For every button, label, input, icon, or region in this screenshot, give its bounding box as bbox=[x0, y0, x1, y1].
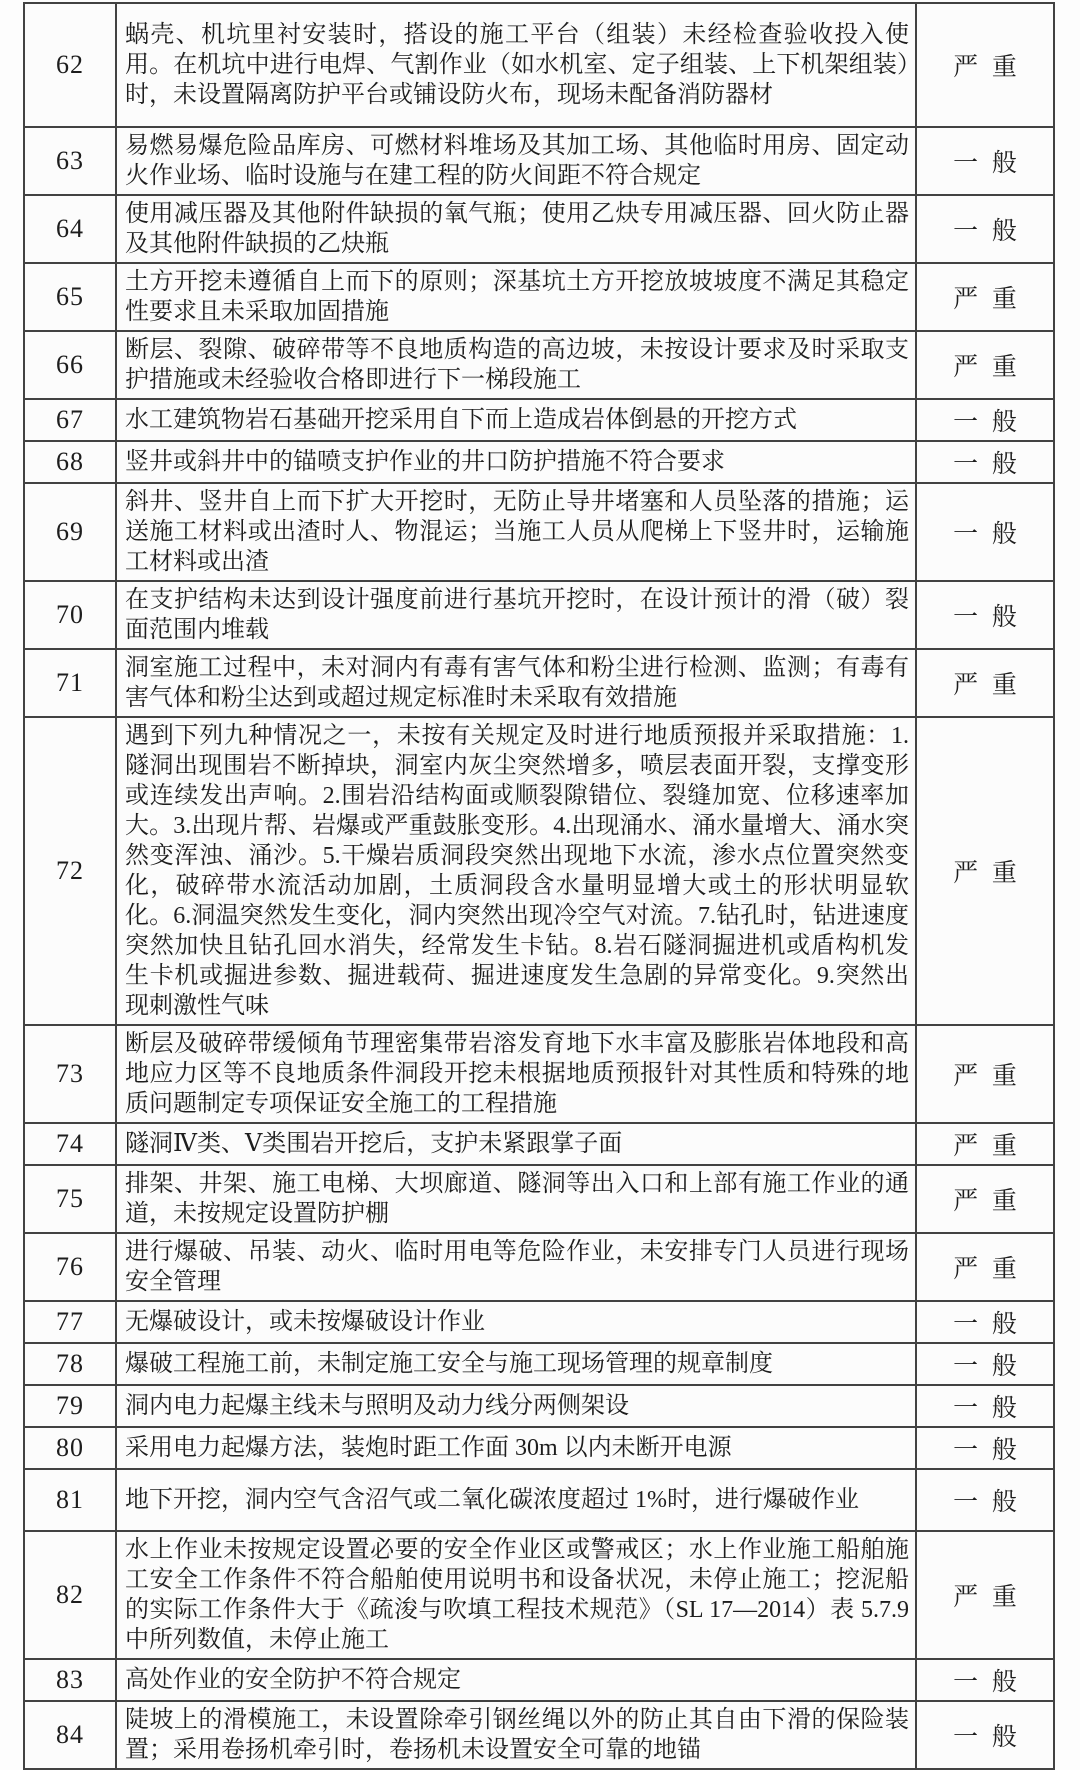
row-number-cell: 79 bbox=[24, 1385, 116, 1427]
severity-label: 严重 bbox=[953, 286, 1031, 313]
hazard-description-cell: 断层及破碎带缓倾角节理密集带岩溶发育地下水丰富及膨胀岩体地段和高地应力区等不良地质条件洞段开挖未根据地质预报针对其性质和特殊的地质问题制定专项保证安全施工的工程措施 bbox=[116, 1025, 916, 1123]
severity-cell bbox=[916, 1469, 1054, 1531]
severity-cell bbox=[916, 1659, 1054, 1701]
severity-label: 严重 bbox=[953, 860, 1031, 887]
hazard-description-cell: 土方开挖未遵循自上而下的原则；深基坑土方开挖放坡坡度不满足其稳定性要求且未采取加固措施 bbox=[116, 263, 916, 331]
table-row bbox=[24, 1701, 1054, 1769]
table-row bbox=[24, 1469, 1054, 1531]
table-row bbox=[24, 1531, 1054, 1659]
table-row bbox=[24, 1659, 1054, 1701]
hazard-description-cell: 断层、裂隙、破碎带等不良地质构造的高边坡，未按设计要求及时采取支护措施或未经验收合格即进行下一梯段施工 bbox=[116, 331, 916, 399]
severity-label: 一般 bbox=[953, 1669, 1031, 1696]
severity-cell bbox=[916, 3, 1054, 127]
table-row bbox=[24, 1427, 1054, 1469]
hazard-description-cell: 洞内电力起爆主线未与照明及动力线分两侧架设 bbox=[116, 1385, 916, 1427]
hazard-description-cell: 无爆破设计，或未按爆破设计作业 bbox=[116, 1301, 916, 1343]
hazard-description-cell: 高处作业的安全防护不符合规定 bbox=[116, 1659, 916, 1701]
hazard-table bbox=[23, 2, 1055, 1770]
hazard-description-cell: 洞室施工过程中，未对洞内有毒有害气体和粉尘进行检测、监测；有毒有害气体和粉尘达到或超过规定标准时未采取有效措施 bbox=[116, 649, 916, 717]
document-page bbox=[0, 2, 1080, 1763]
table-row bbox=[24, 717, 1054, 1025]
hazard-description-cell: 地下开挖，洞内空气含沼气或二氧化碳浓度超过 1%时，进行爆破作业 bbox=[116, 1469, 916, 1531]
row-number-cell: 82 bbox=[24, 1531, 116, 1659]
severity-cell bbox=[916, 263, 1054, 331]
table-row bbox=[24, 331, 1054, 399]
hazard-description-cell: 斜井、竖井自上而下扩大开挖时，无防止导井堵塞和人员坠落的措施；运送施工材料或出渣时人、物混运；当施工人员从爬梯上下竖井时，运输施工材料或出渣 bbox=[116, 483, 916, 581]
hazard-description-cell: 隧洞Ⅳ类、Ⅴ类围岩开挖后，支护未紧跟掌子面 bbox=[116, 1123, 916, 1165]
hazard-description-cell: 水工建筑物岩石基础开挖采用自下而上造成岩体倒悬的开挖方式 bbox=[116, 399, 916, 441]
severity-cell bbox=[916, 1025, 1054, 1123]
table-row bbox=[24, 1123, 1054, 1165]
severity-cell bbox=[916, 1233, 1054, 1301]
severity-cell bbox=[916, 331, 1054, 399]
row-number-cell: 68 bbox=[24, 441, 116, 483]
table-row bbox=[24, 1301, 1054, 1343]
row-number-cell: 71 bbox=[24, 649, 116, 717]
hazard-description-cell: 易燃易爆危险品库房、可燃材料堆场及其加工场、其他临时用房、固定动火作业场、临时设施与在建工程的防火间距不符合规定 bbox=[116, 127, 916, 195]
severity-label: 一般 bbox=[953, 1353, 1031, 1380]
severity-label: 一般 bbox=[953, 409, 1031, 436]
hazard-description-cell: 排架、井架、施工电梯、大坝廊道、隧洞等出入口和上部有施工作业的通道，未按规定设置防护棚 bbox=[116, 1165, 916, 1233]
row-number-cell: 62 bbox=[24, 3, 116, 127]
table-row bbox=[24, 441, 1054, 483]
row-number-cell: 83 bbox=[24, 1659, 116, 1701]
hazard-description-cell: 采用电力起爆方法，装炮时距工作面 30m 以内未断开电源 bbox=[116, 1427, 916, 1469]
severity-cell bbox=[916, 127, 1054, 195]
row-number-cell: 72 bbox=[24, 717, 116, 1025]
severity-label: 一般 bbox=[953, 1311, 1031, 1338]
severity-cell bbox=[916, 1343, 1054, 1385]
table-row bbox=[24, 127, 1054, 195]
severity-cell bbox=[916, 1701, 1054, 1769]
severity-label: 严重 bbox=[953, 672, 1031, 699]
row-number-cell: 84 bbox=[24, 1701, 116, 1769]
severity-label: 严重 bbox=[953, 1133, 1031, 1160]
severity-label: 严重 bbox=[953, 1063, 1031, 1090]
row-number-cell: 73 bbox=[24, 1025, 116, 1123]
row-number-cell: 70 bbox=[24, 581, 116, 649]
row-number-cell: 66 bbox=[24, 331, 116, 399]
row-number-cell: 77 bbox=[24, 1301, 116, 1343]
severity-cell bbox=[916, 483, 1054, 581]
severity-cell bbox=[916, 1301, 1054, 1343]
hazard-description-cell: 进行爆破、吊装、动火、临时用电等危险作业，未安排专门人员进行现场安全管理 bbox=[116, 1233, 916, 1301]
severity-label: 一般 bbox=[953, 521, 1031, 548]
severity-label: 严重 bbox=[953, 354, 1031, 381]
severity-cell bbox=[916, 1531, 1054, 1659]
severity-cell bbox=[916, 581, 1054, 649]
severity-cell bbox=[916, 1385, 1054, 1427]
table-row bbox=[24, 263, 1054, 331]
table-row bbox=[24, 581, 1054, 649]
hazard-description-cell: 陡坡上的滑模施工，未设置除牵引钢丝绳以外的防止其自由下滑的保险装置；采用卷扬机牵引时，卷扬机未设置安全可靠的地锚 bbox=[116, 1701, 916, 1769]
severity-cell bbox=[916, 195, 1054, 263]
severity-label: 严重 bbox=[953, 1256, 1031, 1283]
hazard-description-cell: 爆破工程施工前，未制定施工安全与施工现场管理的规章制度 bbox=[116, 1343, 916, 1385]
severity-cell bbox=[916, 1123, 1054, 1165]
table-row bbox=[24, 1343, 1054, 1385]
severity-label: 严重 bbox=[953, 1188, 1031, 1215]
row-number-cell: 76 bbox=[24, 1233, 116, 1301]
severity-label: 一般 bbox=[953, 451, 1031, 478]
row-number-cell: 75 bbox=[24, 1165, 116, 1233]
table-row bbox=[24, 1385, 1054, 1427]
hazard-table-body bbox=[24, 3, 1054, 1769]
hazard-description-cell: 在支护结构未达到设计强度前进行基坑开挖时，在设计预计的滑（破）裂面范围内堆载 bbox=[116, 581, 916, 649]
severity-cell bbox=[916, 1165, 1054, 1233]
table-row bbox=[24, 483, 1054, 581]
table-row bbox=[24, 1025, 1054, 1123]
row-number-cell: 74 bbox=[24, 1123, 116, 1165]
severity-label: 严重 bbox=[953, 54, 1031, 81]
row-number-cell: 67 bbox=[24, 399, 116, 441]
severity-label: 一般 bbox=[953, 150, 1031, 177]
severity-label: 一般 bbox=[953, 1395, 1031, 1422]
table-row bbox=[24, 1233, 1054, 1301]
severity-label: 一般 bbox=[953, 1437, 1031, 1464]
severity-cell bbox=[916, 649, 1054, 717]
row-number-cell: 80 bbox=[24, 1427, 116, 1469]
severity-label: 一般 bbox=[953, 604, 1031, 631]
severity-cell bbox=[916, 717, 1054, 1025]
table-row bbox=[24, 195, 1054, 263]
hazard-description-cell: 竖井或斜井中的锚喷支护作业的井口防护措施不符合要求 bbox=[116, 441, 916, 483]
hazard-description-cell: 蜗壳、机坑里衬安装时，搭设的施工平台（组装）未经检查验收投入使用。在机坑中进行电焊、气割作业（如水机室、定子组装、上下机架组装）时，未设置隔离防护平台或铺设防火布，现场未配备消防器材 bbox=[116, 3, 916, 127]
severity-label: 严重 bbox=[953, 1584, 1031, 1611]
severity-label: 一般 bbox=[953, 218, 1031, 245]
hazard-description-cell: 使用减压器及其他附件缺损的氧气瓶；使用乙炔专用减压器、回火防止器及其他附件缺损的乙炔瓶 bbox=[116, 195, 916, 263]
row-number-cell: 63 bbox=[24, 127, 116, 195]
row-number-cell: 78 bbox=[24, 1343, 116, 1385]
row-number-cell: 64 bbox=[24, 195, 116, 263]
severity-label: 一般 bbox=[953, 1489, 1031, 1516]
severity-cell bbox=[916, 399, 1054, 441]
row-number-cell: 65 bbox=[24, 263, 116, 331]
hazard-description-cell: 水上作业未按规定设置必要的安全作业区或警戒区；水上作业施工船舶施工安全工作条件不符合船舶使用说明书和设备状况，未停止施工；挖泥船的实际工作条件大于《疏浚与吹填工程技术规范》（SL 17—2014）表 5.7.9 中所列数值，未停止施工 bbox=[116, 1531, 916, 1659]
severity-cell bbox=[916, 441, 1054, 483]
hazard-description-cell: 遇到下列九种情况之一，未按有关规定及时进行地质预报并采取措施：1.隧洞出现围岩不断掉块，洞室内灰尘突然增多，喷层表面开裂，支撑变形或连续发出声响。2.围岩沿结构面或顺裂隙错位、裂缝加宽、位移速率加大。3.出现片帮、岩爆或严重鼓胀变形。4.出现涌水、涌水量增大、涌水突然变浑浊、涌沙。5.干燥岩质洞段突然出现地下水流，渗水点位置突然变化，破碎带水流活动加剧，土质洞段含水量明显增大或土的形状明显软化。6.洞温突然发生变化，洞内突然出现冷空气对流。7.钻孔时，钻进速度突然加快且钻孔回水消失，经常发生卡钻。8.岩石隧洞掘进机或盾构机发生卡机或掘进参数、掘进载荷、掘进速度发生急剧的异常变化。9.突然出现刺激性气味 bbox=[116, 717, 916, 1025]
table-row bbox=[24, 1165, 1054, 1233]
row-number-cell: 81 bbox=[24, 1469, 116, 1531]
table-row bbox=[24, 649, 1054, 717]
severity-cell bbox=[916, 1427, 1054, 1469]
table-row bbox=[24, 399, 1054, 441]
row-number-cell: 69 bbox=[24, 483, 116, 581]
severity-label: 一般 bbox=[953, 1724, 1031, 1751]
table-row bbox=[24, 3, 1054, 127]
